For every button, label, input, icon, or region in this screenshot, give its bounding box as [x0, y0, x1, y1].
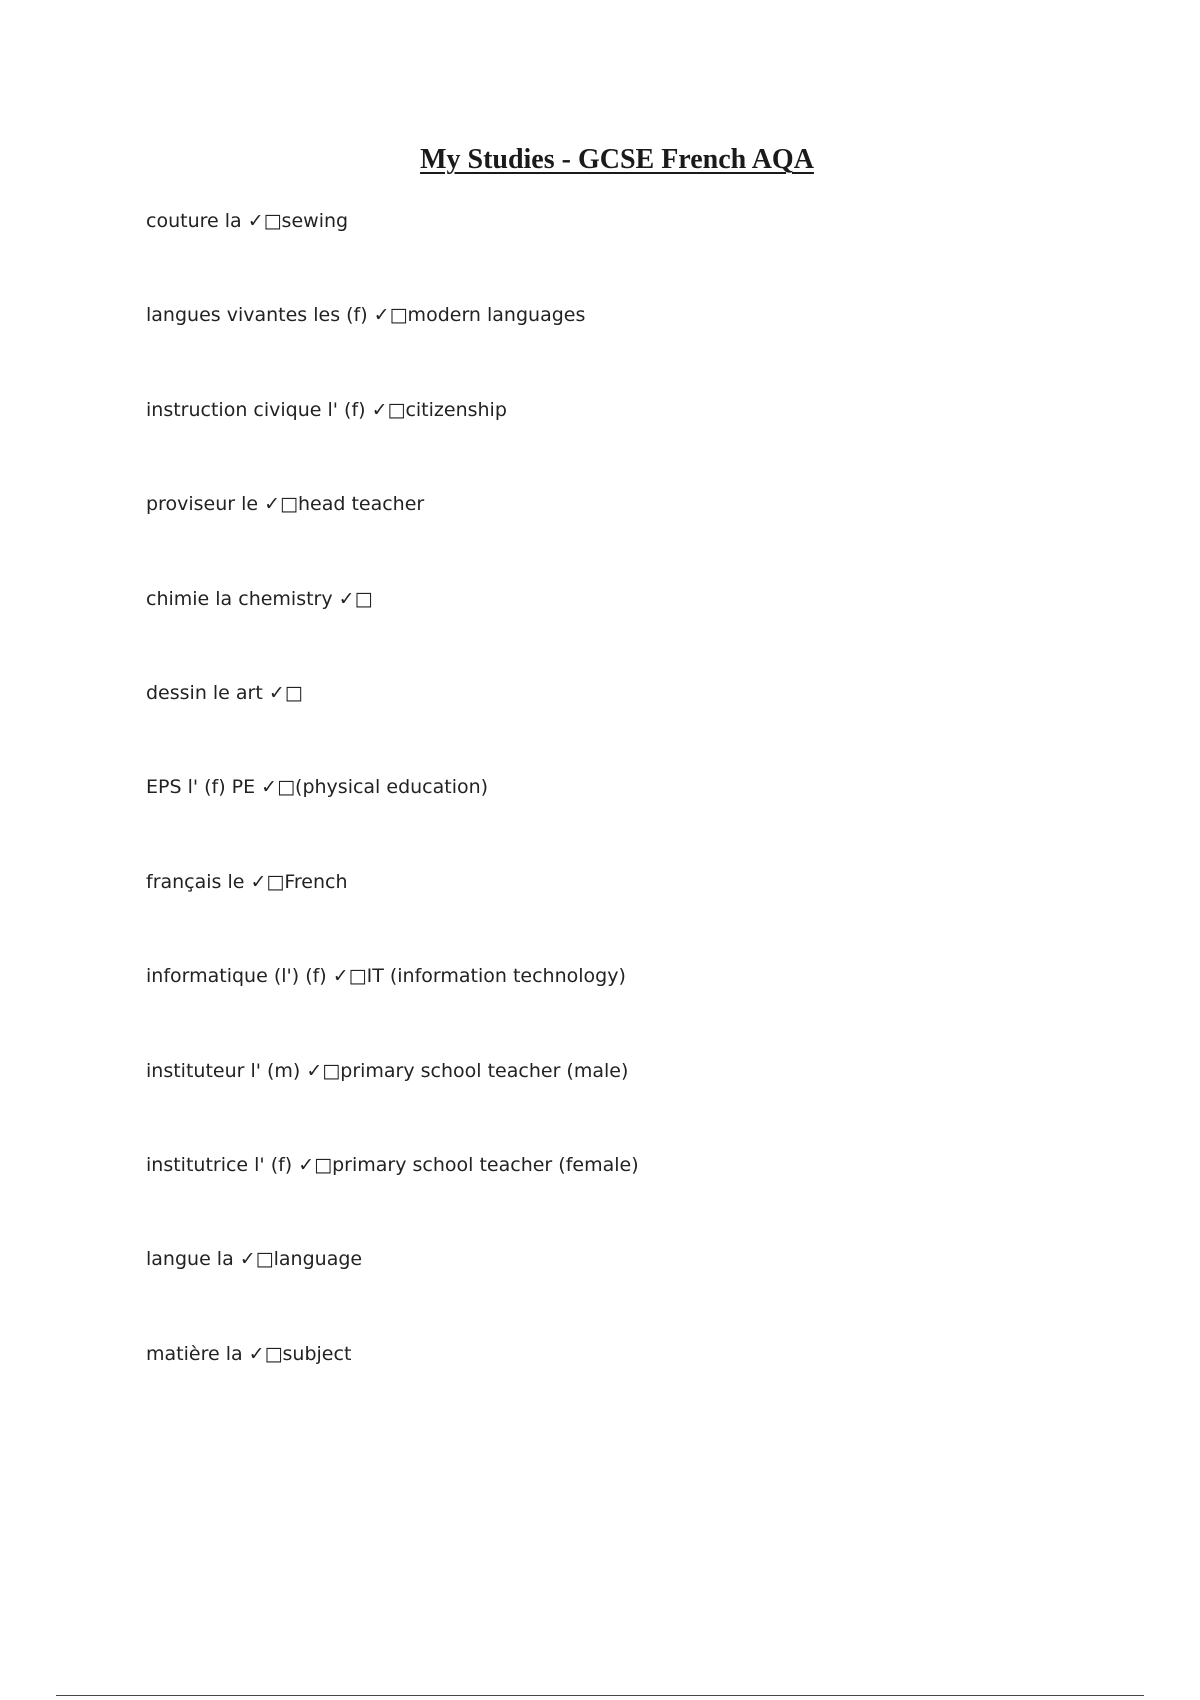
vocabulary-list: [146, 208, 639, 1435]
vocab-entry: matière la ✓□subject: [146, 1342, 352, 1365]
vocab-entry: dessin le art ✓□: [146, 681, 303, 704]
vocab-entry: EPS l' (f) PE ✓□(physical education): [146, 776, 489, 799]
vocab-entry: chimie la chemistry ✓□: [146, 587, 373, 610]
vocab-entry: langue la ✓□language: [146, 1248, 363, 1271]
vocab-entry: instituteur l' (m) ✓□primary school teacher (male): [146, 1059, 629, 1082]
footer-divider: [56, 1695, 1144, 1696]
page-title: [0, 142, 1200, 178]
page-title-text: My Studies - GCSE French AQA: [420, 144, 814, 175]
vocab-entry: instruction civique l' (f) ✓□citizenship: [146, 398, 507, 421]
vocab-entry: français le ✓□French: [146, 870, 348, 893]
vocab-entry: proviseur le ✓□head teacher: [146, 493, 425, 516]
vocab-entry: langues vivantes les (f) ✓□modern languages: [146, 304, 586, 327]
vocab-entry: institutrice l' (f) ✓□primary school teacher (female): [146, 1153, 639, 1176]
vocab-entry: couture la ✓□sewing: [146, 210, 349, 232]
vocab-entry: informatique (l') (f) ✓□IT (information technology): [146, 965, 626, 988]
